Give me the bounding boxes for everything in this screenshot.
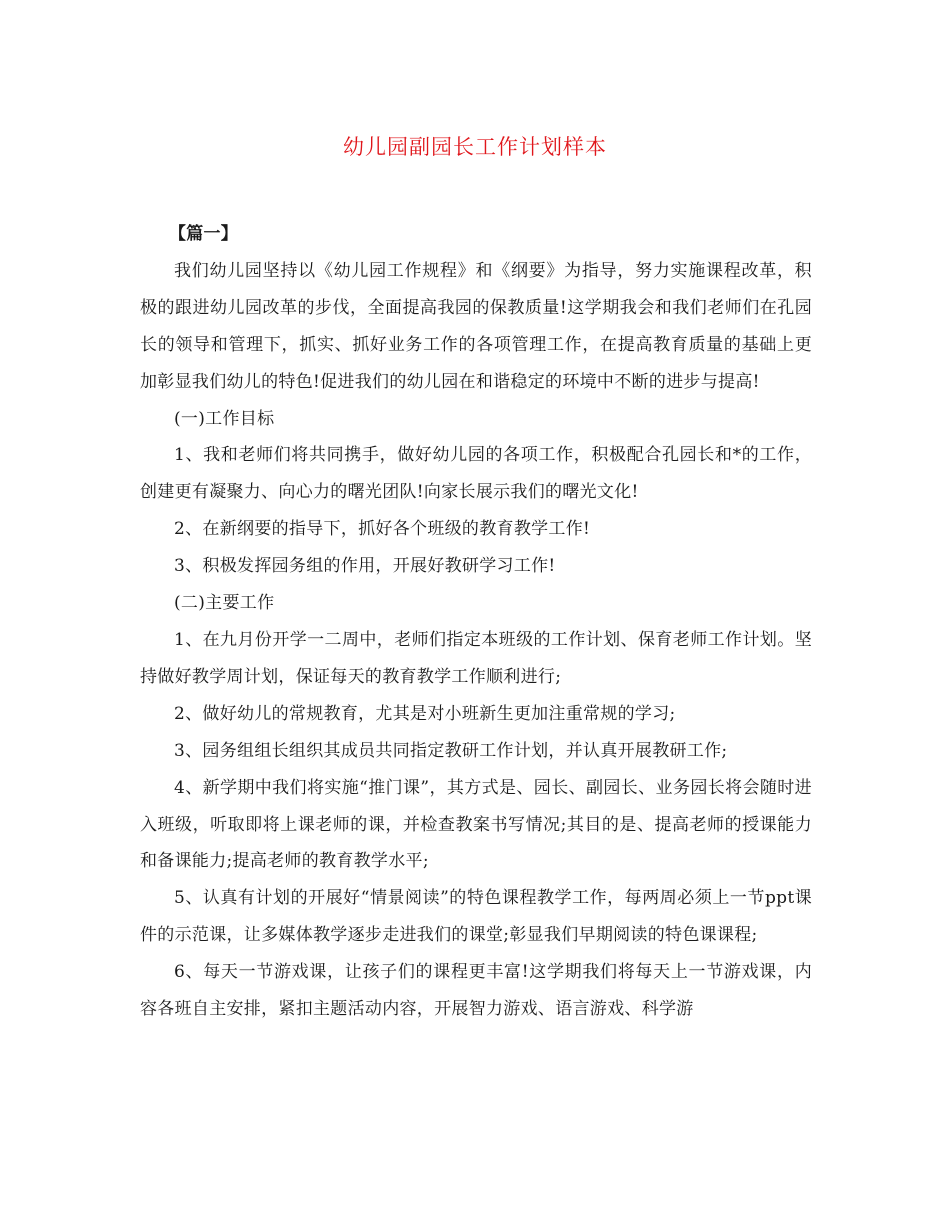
work-item-3: 3、园务组组长组织其成员共同指定教研工作计划，并认真开展教研工作;: [174, 740, 728, 761]
goal-item-3: 3、积极发挥园务组的作用，开展好教研学习工作!: [174, 556, 556, 577]
work-item-4: 4、新学期中我们将实施“推门课”，其方式是、园长、副园长、业务园长将会随时进入班级，听取即将上课老师的课，并检查教案书写情况;其目的是、提高老师的授课能力和备课能力;提高老师的教育教学水平;: [140, 777, 812, 872]
section-heading-main-work: (二)主要工作: [174, 593, 275, 614]
work-item-6: 6、每天一节游戏课，让孩子们的课程更丰富!这学期我们将每天上一节游戏课，内容各班自主安排，紧扣主题活动内容，开展智力游戏、语言游戏、科学游: [140, 962, 812, 1020]
work-item-1: 1、在九月份开学一二周中，老师们指定本班级的工作计划、保育老师工作计划。坚持做好教学周计划，保证每天的教育教学工作顺利进行;: [140, 629, 812, 687]
goal-item-2: 2、在新纲要的指导下，抓好各个班级的教育教学工作!: [174, 519, 591, 540]
work-item-5: 5、认真有计划的开展好“情景阅读”的特色课程教学工作，每两周必须上一节ppt课件的示范课，让多媒体教学逐步走进我们的课堂;彰显我们早期阅读的特色课课程;: [140, 888, 812, 946]
goal-item-1: 1、我和老师们将共同携手，做好幼儿园的各项工作，积极配合孔园长和*的工作，创建更有凝聚力、向心力的曙光团队!向家长展示我们的曙光文化!: [140, 445, 812, 503]
section-tag: 【篇一】: [168, 224, 239, 244]
work-item-2: 2、做好幼儿的常规教育，尤其是对小班新生更加注重常规的学习;: [174, 703, 676, 724]
section-heading-goals: (一)工作目标: [174, 408, 275, 429]
intro-paragraph: 我们幼儿园坚持以《幼儿园工作规程》和《纲要》为指导，努力实施课程改革，积极的跟进幼儿园改革的步伐，全面提高我园的保教质量!这学期我会和我们老师们在孔园长的领导和管理下，抓实、抓好业务工作的各项管理工作，在提高教育质量的基础上更加彰显我们幼儿的特色!促进我们的幼儿园在和谐稳定的环境中不断的进步与提高!: [140, 260, 812, 392]
document-body: [140, 216, 812, 1028]
document-title: 幼儿园副园长工作计划样本: [343, 135, 607, 159]
